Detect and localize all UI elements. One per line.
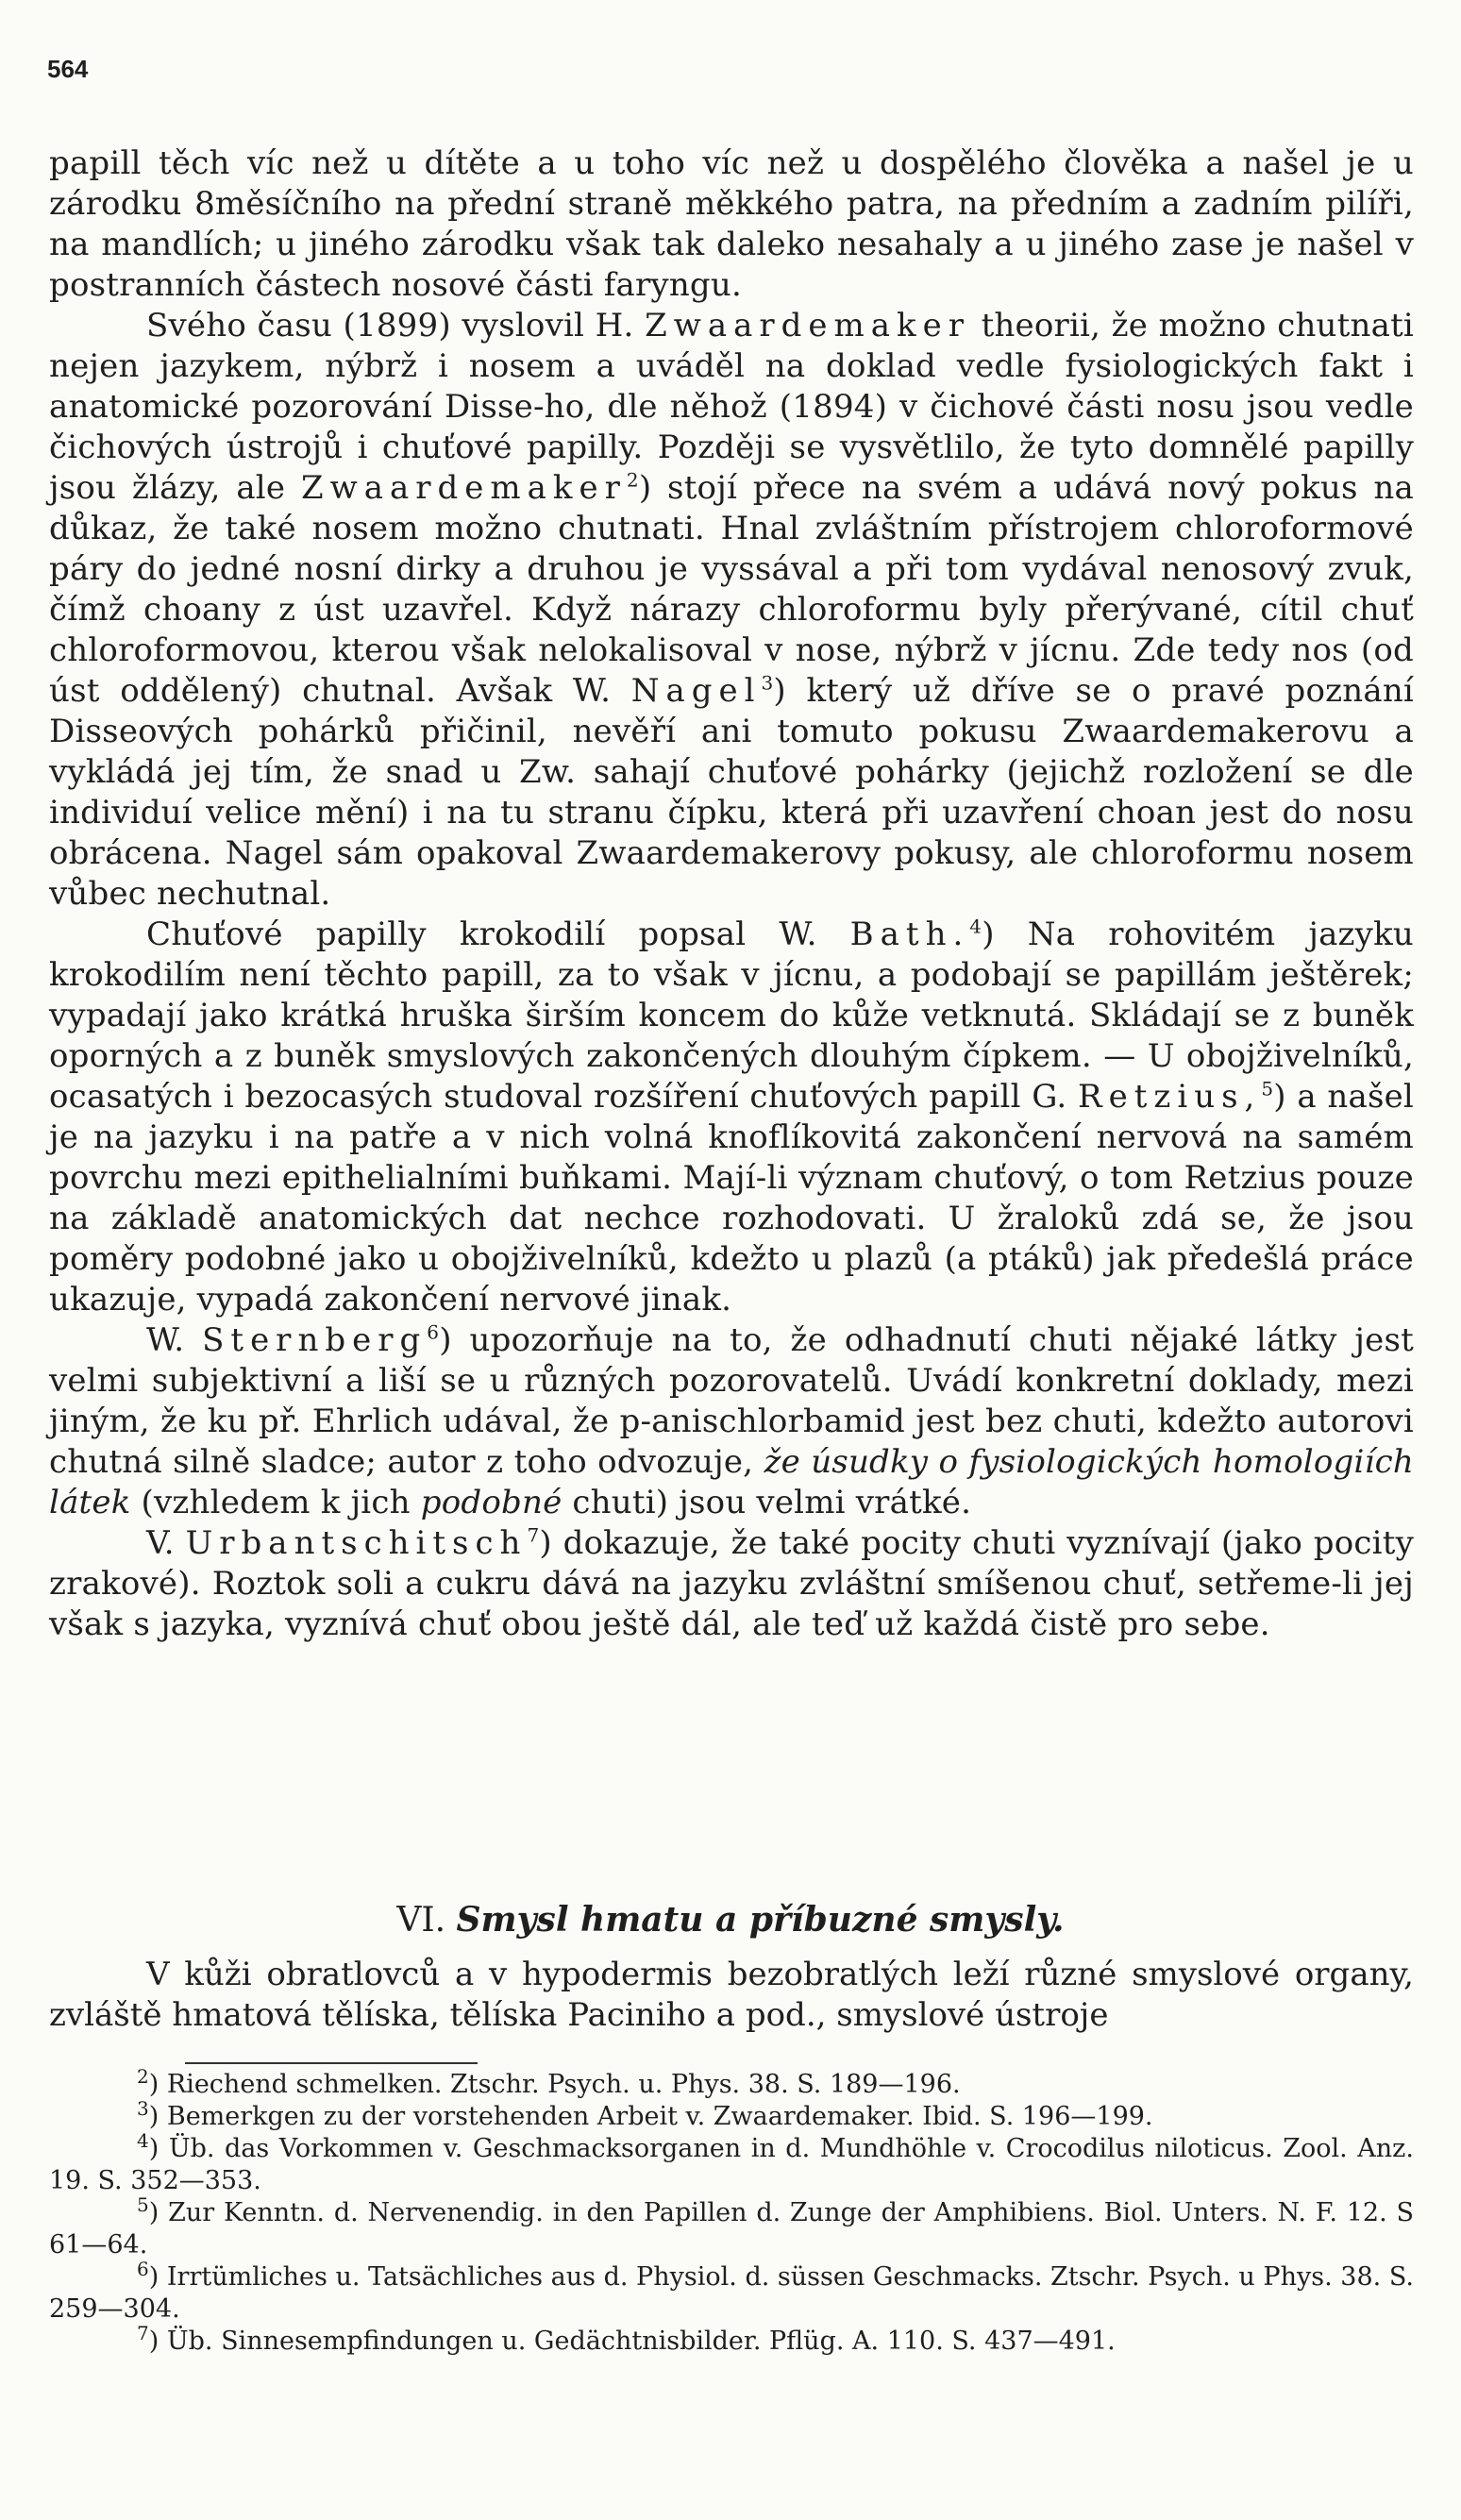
footnote-ref: 6: [427, 1320, 440, 1344]
main-text: [49, 143, 1414, 1645]
section-text: [49, 1955, 1414, 2036]
section-heading: [0, 1900, 1461, 1940]
italic-phrase: že úsudky o fysiologických homologiích látek: [49, 1443, 1414, 1521]
footnote-mark: 4: [137, 2129, 149, 2152]
paragraph-5: [49, 1523, 1414, 1645]
author-name: Zwaardemaker: [300, 469, 627, 507]
footnote-mark: 6: [137, 2258, 149, 2280]
footnote: $^5$) Zur Kenntn. d. Nervenendig. in den Papillen d. Zunge der Amphibiens. Biol. Unters. N. F. 12. S 61—64.: [49, 2193, 1414, 2260]
author-name: Urbantschitsch: [185, 1524, 528, 1562]
text-run: theorii, že možno chutnati nejen jazykem, nýbrž i nosem a uváděl na doklad vedle fysiologických fakt i anatomické pozorování Disse-ho, dle něhož (1894) v čichové části nosu jsou vedle čichových ústrojů i chuťové papilly. Později se vysvětlilo, že tyto domnělé papilly jsou žlázy, ale: [49, 307, 1415, 507]
paragraph-3: [49, 915, 1414, 1320]
text-run: chuti) jsou velmi vrátké.: [572, 1484, 972, 1521]
footnote: $^4$) Üb. das Vorkommen v. Geschmacksorganen in d. Mundhöhle v. Crocodilus niloticus. Zool. Anz. 19. S. 352—353.: [49, 2129, 1414, 2195]
section-number: VI.: [396, 1901, 446, 1940]
footnote-divider: [185, 2062, 478, 2064]
paragraph-1: papill těch víc než u dítěte a u toho víc než u dospělého člověka a našel je u zárodku 8měsíčního na přední straně měkkého patra, na předním a zadním pilíři, na mandlích; u jiného zárodku však tak daleko nesahaly a u jiného zase je našel v postranních částech nosové části faryngu.: [49, 144, 1414, 304]
author-name: Sternberg: [202, 1321, 428, 1359]
paragraph-6: V kůži obratlovců a v hypodermis bezobratlých leží různé smyslové organy, zvláště hmatová tělíska, tělíska Paciniho a pod., smyslové ústroje: [49, 1956, 1414, 2034]
text-run: ) a našel je na jazyku i na patře a v nich volná knoflíkovitá zakončení nervová na samém povrchu mezi epithelialními buňkami. Mají-li význam chuťový, o tom Retzius pouze na základě anatomických dat nechce rozhodovati. U žraloků zdá se, že jsou poměry podobné jako u obojživelníků, kdežto u plazů (a ptáků) jak předešlá práce ukazuje, vypadá zakončení nervové jinak.: [49, 1078, 1415, 1319]
italic-phrase: podobné: [420, 1484, 563, 1521]
footnote-mark: 3: [137, 2097, 149, 2120]
footnote-text: Riechend schmelken. Ztschr. Psych. u. Phys. 38. S. 189—196.: [166, 2070, 961, 2099]
author-name: Bath.: [849, 916, 970, 953]
footnote-text: Zur Kenntn. d. Nervenendig. in den Papillen d. Zunge der Amphibiens. Biol. Unters. N. F. 12. S 61—64.: [49, 2198, 1414, 2260]
text-run: ) stojí přece na svém a udává nový pokus na důkaz, že také nosem možno chutnati. Hnal zvláštním přístrojem chloroformové páry do jedné nosní dirky a druhou je vyssával a při tom vydával nenosový zvuk, čímž choany z úst uzavřel. Když nárazy chloroformu byly přerývané, cítil chuť chloroformovou, kterou však nelokalisoval v nose, nýbrž v jícnu. Zde tedy nos (od úst oddělený) chutnal. Avšak W.: [49, 469, 1414, 710]
footnote-ref: 7: [527, 1523, 540, 1547]
text-run: ) který už dříve se o pravé poznání Disseových pohárků přičinil, nevěří ani tomuto pokusu Zwaardemakerovu a vykládá jej tím, že snad u Zw. sahají chuťové pohárky (jejichž rozložení se dle individuí velice mění) i na tu stranu čípku, která při uzavření choan jest do nosu obrácena. Nagel sám opakoval Zwaardemakerovy pokusy, ale chloroformu nosem vůbec nechutnal.: [49, 672, 1414, 913]
footnote: $^6$) Irrtümliches u. Tatsächliches aus d. Physiol. d. süssen Geschmacks. Ztschr. Psych. u Phys. 38. S. 259—304.: [49, 2258, 1414, 2324]
footnotes: [49, 2065, 1414, 2358]
paragraph-2: [49, 306, 1414, 915]
footnote-text: Üb. das Vorkommen v. Geschmacksorganen in d. Mundhöhle v. Crocodilus niloticus. Zool. Anz. 19. S. 352—353.: [49, 2134, 1414, 2195]
author-name: Zwaardemaker: [645, 307, 970, 344]
footnote-ref: 5: [1261, 1077, 1274, 1100]
page-number: 564: [47, 55, 89, 83]
paragraph-4: [49, 1320, 1414, 1523]
footnote-mark: 2: [137, 2065, 149, 2088]
footnote-ref: 3: [761, 671, 774, 695]
text-run: (vzhledem k jich: [141, 1484, 411, 1521]
footnote: $^3$) Bemerkgen zu der vorstehenden Arbeit v. Zwaardemaker. Ibid. S. 196—199.: [137, 2097, 1153, 2131]
section-title: Smysl hmatu a příbuzné smysly.: [456, 1900, 1065, 1940]
footnote-text: Üb. Sinnesempfindungen u. Gedächtnisbilder. Pflüg. A. 110. S. 437—491.: [166, 2327, 1116, 2356]
footnote-mark: 5: [137, 2193, 149, 2216]
text-run: Chuťové papilly krokodilí popsal W.: [146, 916, 817, 953]
footnote-text: Bemerkgen zu der vorstehenden Arbeit v. Zwaardemaker. Ibid. S. 196—199.: [166, 2102, 1153, 2131]
text-run: V.: [146, 1524, 175, 1562]
footnote-text: Irrtümliches u. Tatsächliches aus d. Physiol. d. süssen Geschmacks. Ztschr. Psych. u Phys. 38. S. 259—304.: [49, 2262, 1414, 2324]
text-run: W.: [146, 1321, 185, 1359]
footnote-mark: 7: [137, 2322, 149, 2344]
text-run: ) Na rohovitém jazyku krokodilím není těchto papill, za to však v jícnu, a podobají se papillám ještěrek; vypadají jako krátká hruška širším koncem do kůže vetknutá. Skládají se z buněk oporných a z buněk smyslových zakončených dlouhým čípkem. — U obojživelníků, ocasatých i bezocasých studoval rozšíření chuťových papill G.: [49, 916, 1414, 1116]
footnote: $^7$) Üb. Sinnesempfindungen u. Gedächtnisbilder. Pflüg. A. 110. S. 437—491.: [137, 2322, 1116, 2356]
footnote-ref: 2: [626, 468, 639, 492]
author-name: Nagel: [630, 672, 762, 710]
text-run: ) dokazuje, že také pocity chuti vyznívají (jako pocity zrakové). Roztok soli a cukru dává na jazyku zvláštní smíšenou chuť, setřeme-li jej však s jazyka, vyznívá chuť obou ještě dál, ale teď už každá čistě pro sebe.: [49, 1524, 1414, 1643]
text-run: Svého času (1899) vyslovil H.: [146, 307, 634, 344]
text-run: ) upozorňuje na to, že odhadnutí chuti nějaké látky jest velmi subjektivní a liší se u různých pozorovatelů. Uvádí konkretní doklady, mezi jiným, že ku př. Ehrlich udával, že p-anischlorbamid jest bez chuti, kdežto autorovi chutná silně sladce; autor z toho odvozuje,: [49, 1321, 1414, 1481]
footnote: $^2$) Riechend schmelken. Ztschr. Psych. u. Phys. 38. S. 189—196.: [137, 2065, 961, 2099]
footnote-ref: 4: [969, 915, 982, 938]
author-name: Retzius,: [1078, 1078, 1262, 1116]
